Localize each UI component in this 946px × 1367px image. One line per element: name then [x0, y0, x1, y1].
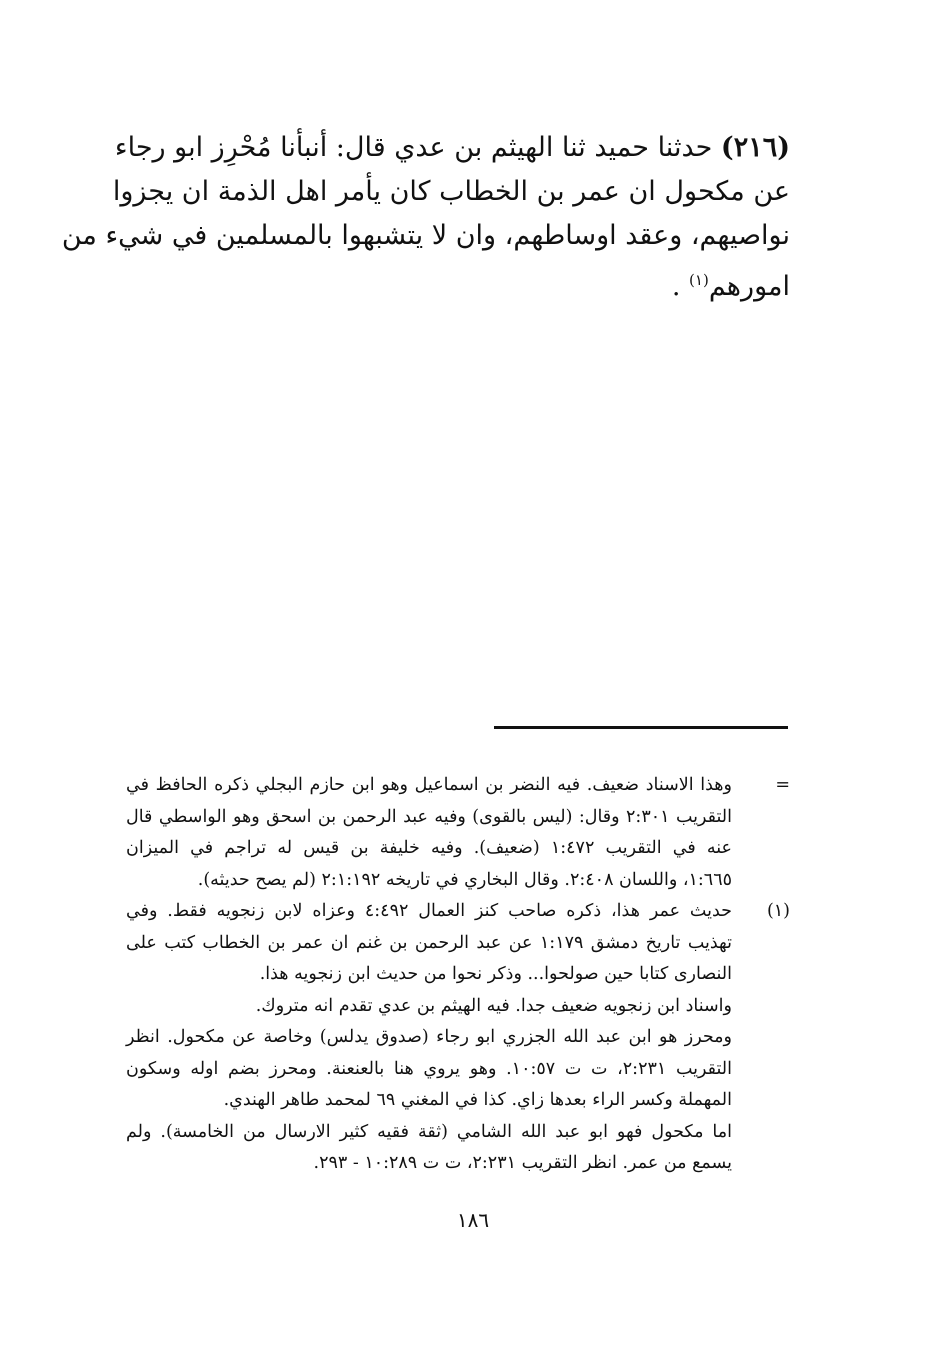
footnote-line: واسناد ابن زنجويه ضعيف جدا. فيه الهيثم بن عدي تقدم انه متروك.: [255, 995, 732, 1016]
footnote-line: التقريب ٢:٢٣١، ت ت ١٠:٥٧. وهو يروي هنا بالعنعنة. ومحرز بضم اوله وسكون: [126, 1058, 732, 1079]
footnote-line: ومحرز هو ابن عبد الله الجزري ابو رجاء (صدوق يدلس) وخاصة عن مكحول. انظر: [126, 1027, 732, 1047]
footnote-line: المهملة وكسر الراء بعدها زاي. كذا في المغني ٦٩ لمحمد طاهر الهندي.: [223, 1090, 732, 1110]
footnote-body: [126, 770, 732, 896]
footnote-line: تهذيب تاريخ دمشق ١:١٧٩ عن عبد الرحمن بن غنم ان عمر بن الخطاب كتب على: [126, 932, 732, 953]
footnote-marker: (١): [766, 901, 790, 921]
footnote-line: ١:٦٦٥، واللسان ٢:٤٠٨. وقال البخاري في تاريخه ٢:١:١٩٢ (لم يصح حديثه).: [197, 869, 732, 890]
hadith-text: [61, 126, 790, 309]
hadith-line-1: (٢١٦) حدثنا حميد ثنا الهيثم بن عدي قال: أنبأنا مُحْرِز ابو رجاء: [114, 132, 790, 163]
footnote-line: التقريب ٢:٣٠١ وقال: (ليس بالقوى) وفيه عبد الرحمن بن اسحق وهو الواسطي قال: [126, 806, 732, 827]
footnote-marker: =: [775, 775, 790, 795]
footnote-reference: (١): [689, 271, 709, 289]
footnote-continued: [126, 770, 790, 896]
hadith-line-3: نواصيهم، وعقد اوساطهم، وان لا يتشبهوا بالمسلمين في شيء من: [61, 220, 790, 251]
footnote-line: اما مكحول فهو ابو عبد الله الشامي (ثقة فقيه كثير الارسال من الخامسة). ولم: [126, 1121, 732, 1142]
footnote-line: يسمع من عمر. انظر التقريب ٢:٢٣١، ت ت ١٠:٢٨٩ - ٢٩٣.: [313, 1153, 732, 1173]
footnote-separator: [494, 726, 788, 729]
page-number: ١٨٦: [456, 1208, 490, 1232]
hadith-number: (٢١٦): [720, 132, 790, 163]
hadith-line-4: امورهم$^{(١)}$ .: [671, 271, 790, 302]
footnotes: [126, 770, 790, 1180]
footnote-line: وهذا الاسناد ضعيف. فيه النضر بن اسماعيل وهو ابن حازم البجلي ذكره الحافظ في: [126, 775, 732, 795]
footnote-line: حديث عمر هذا، ذكره صاحب كنز العمال ٤:٤٩٢ وعزاه لابن زنجويه فقط. وفي: [126, 901, 732, 921]
footnote-line: النصارى كتابا حين صولحوا... وذكر نحوا من حديث ابن زنجويه هذا.: [259, 964, 732, 984]
footnote-body: [126, 896, 732, 1180]
footnote-1: [126, 896, 790, 1180]
footnote-line: عنه في التقريب ١:٤٧٢ (ضعيف). وفيه خليفة بن قيس له تراجم في الميزان: [126, 838, 732, 858]
hadith-line-2: عن مكحول ان عمر بن الخطاب كان يأمر اهل الذمة ان يجزوا: [112, 176, 790, 207]
